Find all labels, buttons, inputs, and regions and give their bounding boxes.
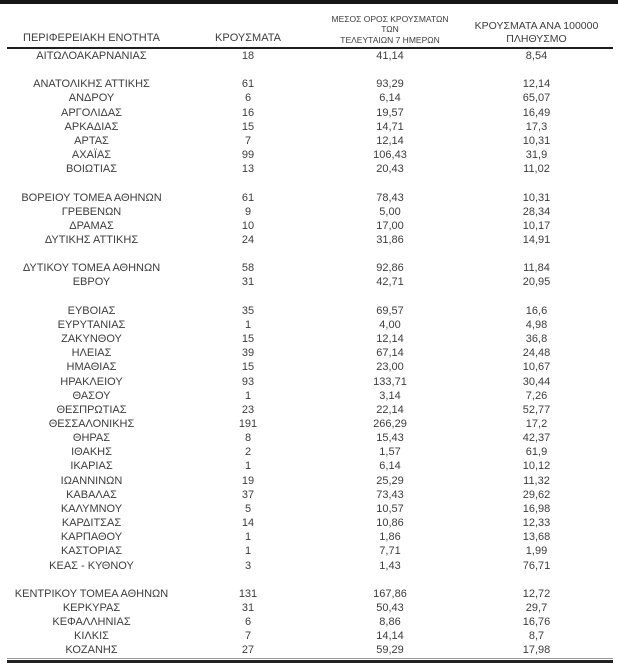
avg7-cell: 17,00 — [376, 219, 404, 232]
per100k-cell: 76,71 — [522, 559, 551, 572]
region-cell: ΕΥΒΟΙΑΣ — [67, 304, 116, 317]
region-cell: ΒΟΡΕΙΟΥ ΤΟΜΕΑ ΑΘΗΝΩΝ — [21, 191, 162, 204]
table-row — [7, 559, 613, 573]
region-cell: ΚΕΡΚΥΡΑΣ — [62, 602, 121, 615]
avg7-cell: 42,71 — [376, 276, 404, 289]
per100k-cell: 36,8 — [525, 333, 548, 346]
region-cell: ΑΝΔΡΟΥ — [68, 92, 115, 105]
region-cell: ΕΒΡΟΥ — [72, 276, 111, 289]
cases-cell: 18 — [241, 50, 255, 62]
cases-cell: 131 — [238, 587, 258, 600]
avg7-cell: 8,86 — [379, 616, 401, 629]
region-cell: ΚΑΒΑΛΑΣ — [66, 488, 117, 501]
per100k-cell: 10,12 — [522, 460, 551, 473]
cases-cell: 14 — [241, 517, 255, 530]
spacer-row — [7, 290, 613, 304]
table-row — [7, 148, 613, 162]
cases-cell: 19 — [241, 474, 255, 487]
table-row — [7, 459, 613, 473]
avg7-cell: 6,14 — [379, 460, 401, 473]
column-header-region: ΠΕΡΙΦΕΡΕΙΑΚΗ ΕΝΟΤΗΤΑ — [7, 4, 176, 48]
table-row — [7, 106, 613, 120]
region-cell: ΑΡΤΑΣ — [74, 134, 109, 147]
cases-cell: 35 — [241, 304, 255, 317]
spacer-row — [7, 247, 613, 261]
per100k-cell: 1,99 — [525, 545, 548, 558]
region-cell: ΚΕΝΤΡΙΚΟΥ ΤΟΜΕΑ ΑΘΗΝΩΝ — [14, 587, 169, 600]
per100k-cell: 11,02 — [523, 163, 550, 176]
per100k-cell: 7,26 — [525, 389, 548, 402]
column-header-7day-average-line2: ΤΕΛΕΥΤΑΙΩΝ 7 ΗΜΕΡΩΝ — [340, 34, 440, 45]
avg7-cell: 19,57 — [376, 106, 404, 119]
avg7-cell: 7,71 — [379, 545, 401, 558]
per100k-cell: 16,6 — [525, 304, 548, 317]
region-cell: ΕΥΡΥΤΑΝΙΑΣ — [57, 318, 126, 331]
region-cell: ΑΡΚΑΔΙΑΣ — [64, 120, 119, 133]
cases-cell: 1 — [244, 460, 252, 473]
table-row — [7, 488, 613, 502]
table-header — [7, 4, 613, 48]
table-row — [7, 332, 613, 346]
table-row — [7, 77, 613, 91]
cases-cell: 8 — [244, 432, 252, 445]
avg7-cell: 93,29 — [376, 78, 404, 91]
column-header-7day-average-line1: ΜΕΣΟΣ ΟΡΟΣ ΚΡΟΥΣΜΑΤΩΝ ΤΩΝ — [331, 13, 449, 34]
avg7-cell: 92,86 — [376, 262, 404, 275]
cases-cell: 16 — [241, 106, 255, 119]
cases-cell: 1 — [244, 389, 252, 402]
avg7-cell: 14,71 — [376, 120, 404, 133]
cases-cell: 13 — [241, 163, 255, 176]
per100k-cell: 28,34 — [522, 205, 551, 218]
spacer-row — [7, 63, 613, 77]
region-cell: ΚΕΑΣ - ΚΥΘΝΟΥ — [49, 559, 134, 572]
per100k-cell: 10,17 — [522, 219, 551, 232]
table-row — [7, 48, 613, 63]
region-cell: ΚΟΖΑΝΗΣ — [65, 644, 118, 657]
per100k-cell: 52,77 — [522, 403, 551, 416]
cases-cell: 23 — [241, 403, 255, 416]
avg7-cell: 3,14 — [379, 389, 401, 402]
per100k-cell: 13,68 — [522, 531, 551, 544]
region-cell: ΑΧΑΪΑΣ — [71, 149, 112, 162]
region-cell: ΙΘΑΚΗΣ — [71, 446, 112, 459]
avg7-cell: 78,43 — [376, 191, 404, 204]
column-header-7day-average — [320, 4, 460, 48]
avg7-cell: 14,14 — [376, 630, 404, 643]
region-cell: ΚΕΦΑΛΛΗΝΙΑΣ — [52, 616, 131, 629]
cases-cell: 9 — [244, 205, 252, 218]
column-header-per-100000-line1: ΚΡΟΥΣΜΑΤΑ ΑΝΑ 100000 — [474, 20, 599, 32]
region-cell: ΑΝΑΤΟΛΙΚΗΣ ΑΤΤΙΚΗΣ — [33, 78, 150, 91]
table-row — [7, 275, 613, 289]
per100k-cell: 8,54 — [525, 50, 548, 62]
avg7-cell: 59,29 — [376, 644, 404, 657]
avg7-cell: 25,29 — [376, 474, 404, 487]
per100k-cell: 10,31 — [522, 134, 551, 147]
avg7-cell: 41,14 — [376, 50, 404, 62]
cases-cell: 1 — [244, 545, 252, 558]
table-row — [7, 629, 613, 643]
table-row — [7, 261, 613, 275]
avg7-cell: 1,57 — [379, 446, 401, 459]
table-body — [7, 48, 613, 658]
per100k-cell: 24,48 — [522, 347, 551, 360]
table-row — [7, 643, 613, 658]
per100k-cell: 10,67 — [522, 361, 551, 374]
table-row — [7, 233, 613, 247]
avg7-cell: 15,43 — [376, 432, 404, 445]
cases-cell: 61 — [241, 191, 255, 204]
avg7-cell: 133,71 — [373, 375, 407, 388]
region-cell: ΔΡΑΜΑΣ — [69, 219, 114, 232]
per100k-cell: 16,49 — [522, 106, 551, 119]
table-row — [7, 530, 613, 544]
table-row — [7, 389, 613, 403]
cases-cell: 15 — [241, 333, 255, 346]
cases-cell: 3 — [244, 559, 252, 572]
region-cell: ΔΥΤΙΚΟΥ ΤΟΜΕΑ ΑΘΗΝΩΝ — [22, 262, 161, 275]
region-cell: ΙΩΑΝΝΙΝΩΝ — [60, 474, 123, 487]
table-row — [7, 134, 613, 148]
avg7-cell: 67,14 — [376, 347, 404, 360]
avg7-cell: 10,57 — [376, 502, 404, 515]
avg7-cell: 1,43 — [379, 559, 401, 572]
cases-cell: 6 — [244, 616, 252, 629]
per100k-cell: 31,9 — [525, 149, 548, 162]
per100k-cell: 11,84 — [523, 262, 550, 275]
avg7-cell: 266,29 — [373, 418, 407, 430]
avg7-cell: 69,57 — [376, 304, 404, 317]
avg7-cell: 23,00 — [376, 361, 404, 374]
cases-cell: 31 — [241, 276, 255, 289]
avg7-cell: 6,14 — [379, 92, 401, 105]
region-cell: ΗΡΑΚΛΕΙΟΥ — [60, 375, 123, 388]
region-cell: ΚΑΛΥΜΝΟΥ — [60, 502, 123, 515]
table-row — [7, 587, 613, 601]
table-row — [7, 304, 613, 318]
per100k-cell: 12,14 — [522, 78, 551, 91]
cases-cell: 15 — [241, 361, 255, 374]
avg7-cell: 22,14 — [376, 403, 404, 416]
table-row — [7, 346, 613, 360]
table-row — [7, 474, 613, 488]
avg7-cell: 20,43 — [376, 163, 404, 176]
cases-cell: 5 — [244, 502, 252, 515]
per100k-cell: 20,95 — [522, 276, 551, 289]
table-row — [7, 417, 613, 431]
table-row — [7, 375, 613, 389]
region-cell: ΚΑΡΔΙΤΣΑΣ — [61, 517, 122, 530]
region-cell: ΘΕΣΣΑΛΟΝΙΚΗΣ — [48, 418, 135, 430]
cases-cell: 37 — [241, 488, 255, 501]
cases-cell: 6 — [244, 92, 252, 105]
table-row — [7, 219, 613, 233]
cases-cell: 7 — [244, 134, 252, 147]
avg7-cell: 1,86 — [379, 531, 401, 544]
per100k-cell: 65,07 — [522, 92, 551, 105]
region-cell: ΘΑΣΟΥ — [72, 389, 111, 402]
per100k-cell: 29,62 — [522, 488, 551, 501]
avg7-cell: 73,43 — [376, 488, 404, 501]
per100k-cell: 17,3 — [525, 120, 548, 133]
per100k-cell: 17,98 — [522, 644, 551, 657]
cases-cell: 15 — [241, 120, 255, 133]
region-cell: ΘΕΣΠΡΩΤΙΑΣ — [56, 403, 127, 416]
avg7-cell: 10,86 — [376, 517, 404, 530]
per100k-cell: 17,2 — [525, 418, 548, 430]
avg7-cell: 5,00 — [379, 205, 401, 218]
region-cell: ΚΑΡΠΑΘΟΥ — [60, 531, 123, 544]
cases-cell: 93 — [241, 375, 255, 388]
region-cell: ΒΟΙΩΤΙΑΣ — [65, 163, 118, 176]
table-row — [7, 360, 613, 374]
cases-cell: 31 — [241, 602, 255, 615]
table-row — [7, 205, 613, 219]
cases-cell: 58 — [241, 262, 255, 275]
cases-cell: 1 — [244, 318, 252, 331]
table-row — [7, 162, 613, 176]
region-cell: ΗΛΕΙΑΣ — [71, 347, 112, 360]
cases-cell: 61 — [241, 78, 255, 91]
table-row — [7, 120, 613, 134]
column-header-per-100000 — [460, 4, 613, 48]
region-cell: ΙΚΑΡΙΑΣ — [70, 460, 113, 473]
spacer-row — [7, 573, 613, 587]
region-cell: ΔΥΤΙΚΗΣ ΑΤΤΙΚΗΣ — [44, 234, 139, 246]
spacer-row — [7, 176, 613, 190]
column-header-cases: ΚΡΟΥΣΜΑΤΑ — [176, 4, 320, 48]
per100k-cell: 16,98 — [522, 502, 551, 515]
per100k-cell: 30,44 — [522, 375, 551, 388]
region-cell: ΑΙΤΩΛΟΑΚΑΡΝΑΝΙΑΣ — [36, 50, 147, 62]
region-cell: ΑΡΓΟΛΙΔΑΣ — [61, 106, 122, 119]
cases-cell: 2 — [244, 446, 252, 459]
header-row — [7, 4, 613, 48]
cases-cell: 7 — [244, 630, 252, 643]
per100k-cell: 14,91 — [522, 234, 551, 246]
avg7-cell: 12,14 — [376, 333, 404, 346]
per100k-cell: 29,7 — [525, 602, 548, 615]
bottom-border-bar — [7, 660, 613, 663]
per100k-cell: 42,37 — [522, 432, 551, 445]
per100k-cell: 12,72 — [522, 587, 551, 600]
region-cell: ΓΡΕΒΕΝΩΝ — [61, 205, 122, 218]
table-row — [7, 431, 613, 445]
cases-cell: 24 — [241, 234, 255, 246]
per100k-cell: 12,33 — [522, 517, 551, 530]
table-row — [7, 615, 613, 629]
per100k-cell: 10,31 — [522, 191, 551, 204]
region-cell: ΚΑΣΤΟΡΙΑΣ — [60, 545, 123, 558]
avg7-cell: 106,43 — [373, 149, 407, 162]
avg7-cell: 50,43 — [376, 602, 404, 615]
per100k-cell: 11,32 — [523, 474, 550, 487]
table-row — [7, 403, 613, 417]
cases-cell: 1 — [244, 531, 252, 544]
per100k-cell: 16,76 — [522, 616, 551, 629]
column-header-per-100000-line2: ΠΛΗΘΥΣΜΟ — [506, 32, 567, 45]
cases-cell: 27 — [241, 644, 255, 657]
avg7-cell: 31,86 — [376, 234, 404, 246]
per100k-cell: 61,9 — [525, 446, 548, 459]
table-row — [7, 318, 613, 332]
cases-cell: 10 — [241, 219, 255, 232]
table-row — [7, 544, 613, 558]
per100k-cell: 8,7 — [528, 630, 545, 643]
avg7-cell: 4,00 — [379, 318, 401, 331]
avg7-cell: 12,14 — [376, 134, 404, 147]
table-row — [7, 516, 613, 530]
table-row — [7, 601, 613, 615]
table-row — [7, 91, 613, 105]
avg7-cell: 167,86 — [373, 587, 407, 600]
regional-cases-table — [7, 4, 613, 659]
table-row — [7, 445, 613, 459]
table-row — [7, 502, 613, 516]
cases-cell: 39 — [241, 347, 255, 360]
table-row — [7, 191, 613, 205]
region-cell: ΘΗΡΑΣ — [72, 432, 111, 445]
region-cell: ΚΙΛΚΙΣ — [74, 630, 109, 643]
per100k-cell: 4,98 — [525, 318, 548, 331]
region-cell: ΗΜΑΘΙΑΣ — [66, 361, 117, 374]
cases-cell: 99 — [241, 149, 255, 162]
region-cell: ΖΑΚΥΝΘΟΥ — [61, 333, 122, 346]
cases-cell: 191 — [238, 418, 258, 430]
